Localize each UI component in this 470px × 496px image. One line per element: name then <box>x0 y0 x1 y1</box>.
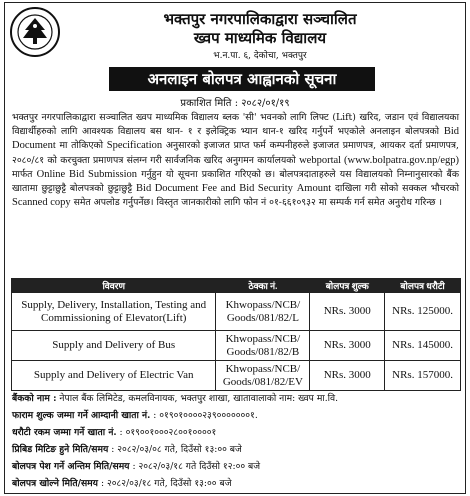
last-submission-value: : २०८२/०३/१८ गते दिउँसो १२:०० बजे <box>132 461 261 472</box>
body-line: इजाजत प्राप्त फर्म कम्पनीहरुले इजाजत प्रमाणपत्र, आयकर दर्ता प्रमाणपत्र, २०८०/८१ को करचुक्ता प्रमाणपत्र <box>12 140 459 166</box>
notice-body <box>12 111 459 210</box>
body-line: दाखिला गरी सोको सक्कल भौचरको <box>334 183 459 195</box>
body-line: भक्तपुर नगरपालिकाद्वारा सञ्चालित ख्वप माध्यमिक विद्यालय ब्लक 'सी' भवनको लागि लिफ्ट <box>12 112 329 123</box>
row-description: Supply, Delivery, Installation, Testing and Commissioning of Elevator(Lift) <box>12 293 216 331</box>
col-header-security: बोलपत्र धरौटी <box>385 279 461 293</box>
school-operator-line: भक्तपुर नगरपालिकाद्वारा सञ्चालित <box>163 10 357 28</box>
last-submission-label: बोलपत्र पेश गर्ने अन्तिम मिति/समय <box>12 461 130 472</box>
notice-title-banner: अनलाइन बोलपत्र आह्वानको सूचना <box>109 67 375 91</box>
row-security: NRs. 125000. <box>385 293 461 331</box>
body-term: Bid Document Fee and Bid Security <box>136 183 293 195</box>
row-fee: NRs. 3000 <box>310 331 385 361</box>
body-term: Amount <box>296 183 332 195</box>
col-header-contract: ठेक्का नं. <box>216 279 310 293</box>
fee-account-value: : ०१९०१००००२३९०००००००१. <box>153 410 258 421</box>
bid-opening-value: : २०८२/०३/१८ गते, दिउँसो १३:०० बजे <box>100 478 232 489</box>
school-address: भ.न.पा. ६, देकोचा, भक्तपुर <box>213 51 307 61</box>
webportal-link[interactable]: webportal (www.bolpatra.gov.np/egp) <box>299 154 459 166</box>
body-line: (Lift) खरिद, जडान एवं विद्यालयका विद्यार्थीहरुको लागि आवश्यक विद्यालय बस थान- १ र इलेक्ट्रिक भ्यान <box>12 112 459 138</box>
fee-account-label: फाराम शुल्क जम्मा गर्ने आम्दानी खाता नं. <box>12 410 151 421</box>
bank-value: नेपाल बैंक लिमिटेड, कमलविनायक, भक्तपुर शाखा, खातावालाको नाम: ख्वप मा.वि. <box>59 393 339 404</box>
security-account-label: धरौटी रकम जम्मा गर्ने खाता नं. <box>12 427 117 438</box>
published-date: प्रकाशित मिति : २०८२/०१/१९ <box>180 98 290 109</box>
table-row <box>12 293 461 331</box>
school-emblem-icon <box>9 6 61 58</box>
table-header-row <box>12 279 461 293</box>
body-line: मार्फत <box>12 168 33 180</box>
prebid-label: प्रिबिड मिटिङ हुने मिति/समय <box>12 444 109 455</box>
security-account-line <box>12 424 459 441</box>
row-contract: Khwopass/NCB/ Goods/081/82/B <box>216 331 310 361</box>
row-security: NRs. 157000. <box>385 361 461 391</box>
prebid-line <box>12 441 459 458</box>
bid-opening-label: बोलपत्र खोल्ने मिति/समय <box>12 478 99 489</box>
row-contract: Khwopass/NCB/ Goods/081/82/L <box>216 293 310 331</box>
row-fee: NRs. 3000 <box>310 361 385 391</box>
body-line: अनुसारको <box>165 140 201 152</box>
bid-opening-line <box>12 475 459 492</box>
body-line: थान-१ खरिद गर्नुपर्ने भएकोले अनलाइन बोलपत्रको <box>262 126 440 138</box>
bid-table <box>11 278 461 391</box>
security-account-value: : ०१९००१०००२८००१००००१ <box>119 427 217 438</box>
body-term: Scanned copy <box>12 197 71 209</box>
table-row <box>12 361 461 391</box>
body-line: जानकारीको लागि फोन नं ०१-६६१०९३२ मा सम्पर्क गर्न समेत अनुरोध गरिन्छ । <box>181 197 442 209</box>
body-line: संलग्न गरी सार्वजनिक खरिद अनुगमन कार्यालयको <box>126 154 296 166</box>
row-security: NRs. 145000. <box>385 331 461 361</box>
body-line: निम्नानुसारको बैंक खातामा छुट्टाछुट्टै बोलपत्रको छुट्टाछुट्टै <box>12 168 459 195</box>
footer-details <box>12 390 459 492</box>
school-name: ख्वप माध्यमिक विद्यालय <box>193 29 327 47</box>
bank-label: बैंकको नाम : <box>12 393 57 404</box>
body-line: गर्नुहुन यो सूचना प्रकाशित गरिएको छ। बोलपत्रदाताहरुले यस विद्यालयको <box>141 168 393 180</box>
row-description: Supply and Delivery of Bus <box>12 331 216 361</box>
fee-account-line <box>12 407 459 424</box>
body-term: Online Bid Submission <box>36 168 138 180</box>
last-submission-line <box>12 458 459 475</box>
body-term: Bid Document <box>12 126 459 152</box>
row-contract: Khwopass/NCB/ Goods/081/82/EV <box>216 361 310 391</box>
prebid-value: : २०८२/०३/०८ गते, दिउँसो १३:०० बजे <box>111 444 242 455</box>
table-row <box>12 331 461 361</box>
col-header-description: विवरण <box>12 279 216 293</box>
body-term: Specification <box>106 140 163 152</box>
body-line: समेत अपलोड गर्नुपर्नेछ। विस्तृत <box>73 197 179 209</box>
bank-name-line <box>12 390 459 407</box>
col-header-fee: बोलपत्र शुल्क <box>310 279 385 293</box>
row-description: Supply and Delivery of Electric Van <box>12 361 216 391</box>
body-line: मा तोकिएको <box>59 140 104 152</box>
notice-page <box>4 2 466 494</box>
row-fee: NRs. 3000 <box>310 293 385 331</box>
